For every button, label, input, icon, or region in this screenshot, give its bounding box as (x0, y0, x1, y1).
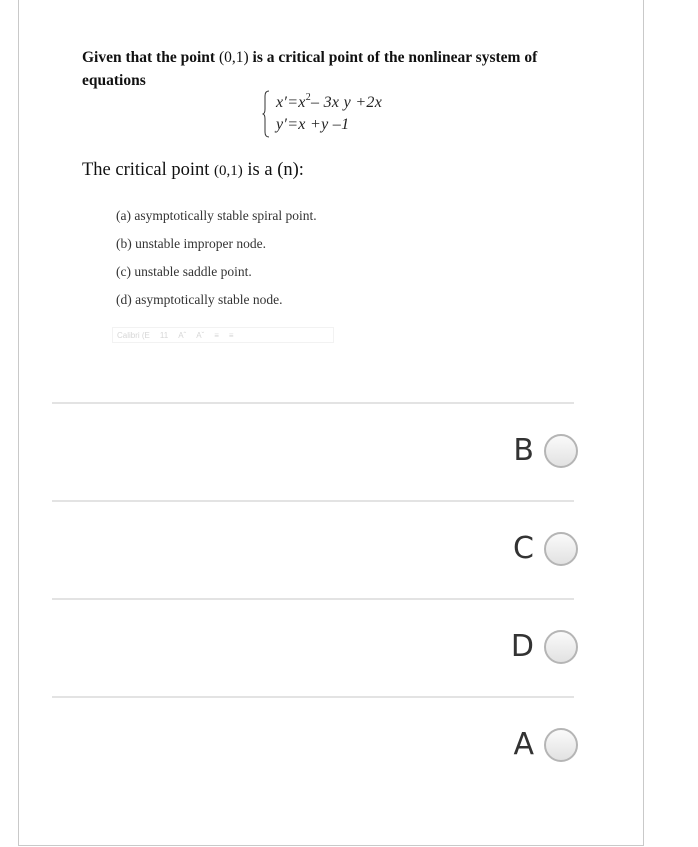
question-prompt (82, 160, 304, 181)
option-list (116, 206, 317, 318)
divider (52, 500, 574, 502)
question-title (82, 46, 582, 92)
divider (52, 598, 574, 600)
option-c: (c) unstable saddle point. (116, 264, 252, 279)
faded-format-toolbar (112, 327, 334, 343)
outdent-icon: ≡ (228, 330, 234, 340)
question-point: (0,1) (218, 49, 249, 66)
choice-label: B (513, 433, 534, 468)
brace-icon (262, 90, 270, 138)
option-d: (d) asymptotically stable node. (116, 292, 283, 307)
equation-1-exponent: 2 (305, 92, 312, 103)
radio-button[interactable] (544, 434, 578, 468)
choice-label: A (513, 727, 534, 762)
grow-font-icon: Aˆ (178, 330, 187, 340)
equation-1-rest: – 3x y +2x (311, 94, 383, 111)
option-a: (a) asymptotically stable spiral point. (116, 208, 317, 223)
answer-choice-c[interactable] (500, 531, 578, 566)
equation-1-lhs: x′=x (276, 94, 306, 111)
prompt-text: The critical point (82, 160, 210, 180)
radio-button[interactable] (544, 630, 578, 664)
equation-2: y′=x +y –1 (276, 116, 350, 133)
equation-1 (276, 92, 382, 112)
shrink-font-icon: Aˇ (196, 330, 205, 340)
divider (52, 402, 574, 404)
divider (52, 696, 574, 698)
option-b: (b) unstable improper node. (116, 236, 266, 251)
indent-icon: ≡ (214, 330, 219, 340)
answer-choice-a[interactable] (500, 727, 578, 762)
radio-button[interactable] (544, 532, 578, 566)
choice-label: C (513, 531, 534, 566)
answer-choice-b[interactable] (500, 433, 578, 468)
font-size: 11 (159, 330, 169, 340)
font-name: Calibri (E (117, 330, 150, 340)
question-intro: Given that the point (82, 49, 216, 66)
prompt-point: (0,1) (214, 163, 243, 179)
answer-choice-d[interactable] (500, 629, 578, 664)
prompt-text-end: is a (n): (247, 160, 304, 180)
question-intro-rest: is a critical point of the nonlinear system of equations (82, 49, 538, 89)
radio-button[interactable] (544, 728, 578, 762)
choice-label: D (510, 629, 534, 664)
